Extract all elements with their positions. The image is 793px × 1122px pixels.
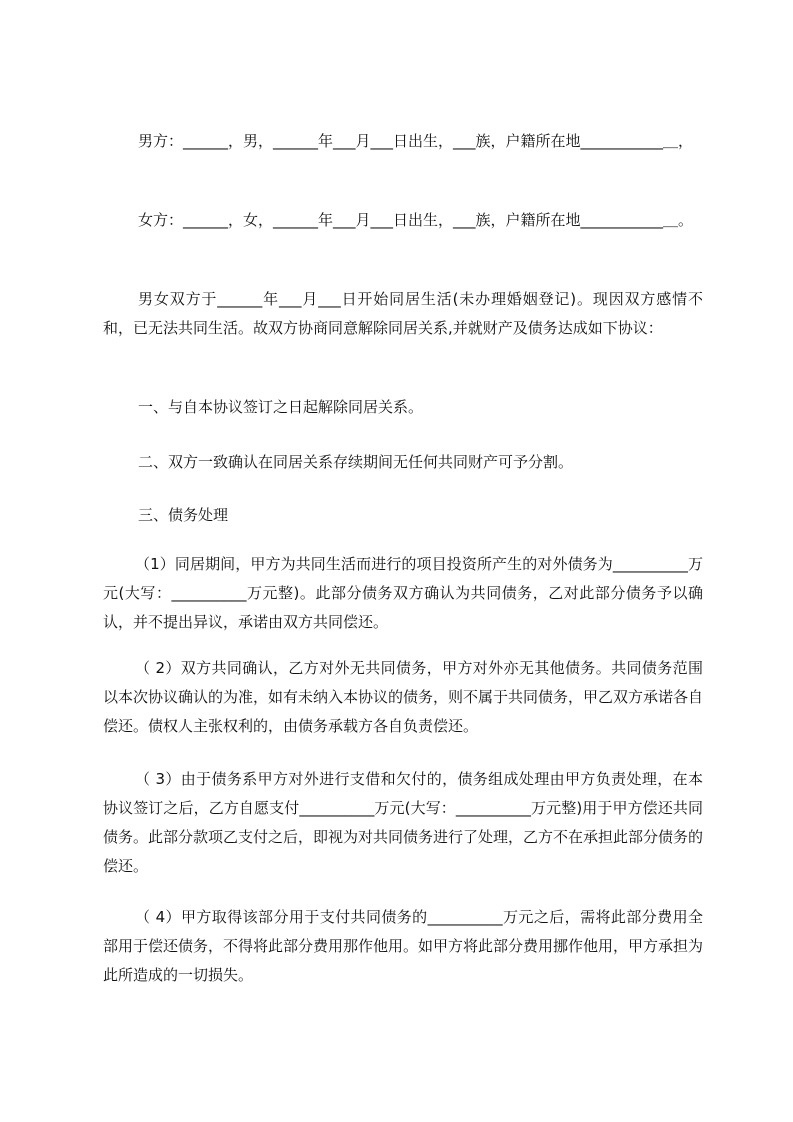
paragraph-cohabitation-intro: 男女双方于______年___月___日开始同居生活(未办理婚姻登记)。现因双方感情不和，已无法共同生活。故双方协商同意解除同居关系,并就财产及债务达成如下协议： [103, 290, 703, 337]
clause-1-dissolution: 一、与自本协议签订之日起解除同居关系。 [138, 398, 424, 416]
clause-3-item-2: （ 2）双方共同确认，乙方对外无共同债务，甲方对外亦无其他债务。共同债务范围以本次协议确认的为准，如有未纳入本协议的债务，则不属于共同债务，甲乙双方承诺各自偿还。债权人主张权利的，由债务承载方各自负责偿还。 [103, 659, 704, 735]
clause-2-no-common-property: 二、双方一致确认在同居关系存续期间无任何共同财产可予分割。 [138, 453, 574, 471]
clause-3-item-4: （ 4）甲方取得该部分用于支付共同债务的__________万元之后，需将此部分费用全部用于偿还债务，不得将此部分费用那作他用。如甲方将此部分费用挪作他用，甲方承担为此所造成的一切损失。 [103, 908, 704, 984]
clause-3-debt-heading: 三、债务处理 [138, 506, 229, 524]
clause-3-item-3: （ 3）由于债务系甲方对外进行支借和欠付的，债务组成处理由甲方负责处理，在本协议签订之后，乙方自愿支付__________万元(大写：__________万元整)用于甲方偿还共同债务。此部分款项乙支付之后，即视为对共同债务进行了处理，乙方不在承担此部分债务的偿还。 [103, 770, 704, 875]
clause-3-item-1: （1）同居期间，甲方为共同生活而进行的项目投资所产生的对外债务为__________万元(大写：__________万元整)。此部分债务双方确认为共同债务，乙对此部分债务予以确认，并不提出异议，承诺由双方共同偿还。 [103, 555, 703, 631]
paragraph-female-party: 女方：______，女，______年___月___日出生，___族，户籍所在地___________＿。 [138, 211, 694, 229]
paragraph-male-party: 男方：______，男，______年___月___日出生，___族，户籍所在地___________＿， [138, 132, 694, 150]
